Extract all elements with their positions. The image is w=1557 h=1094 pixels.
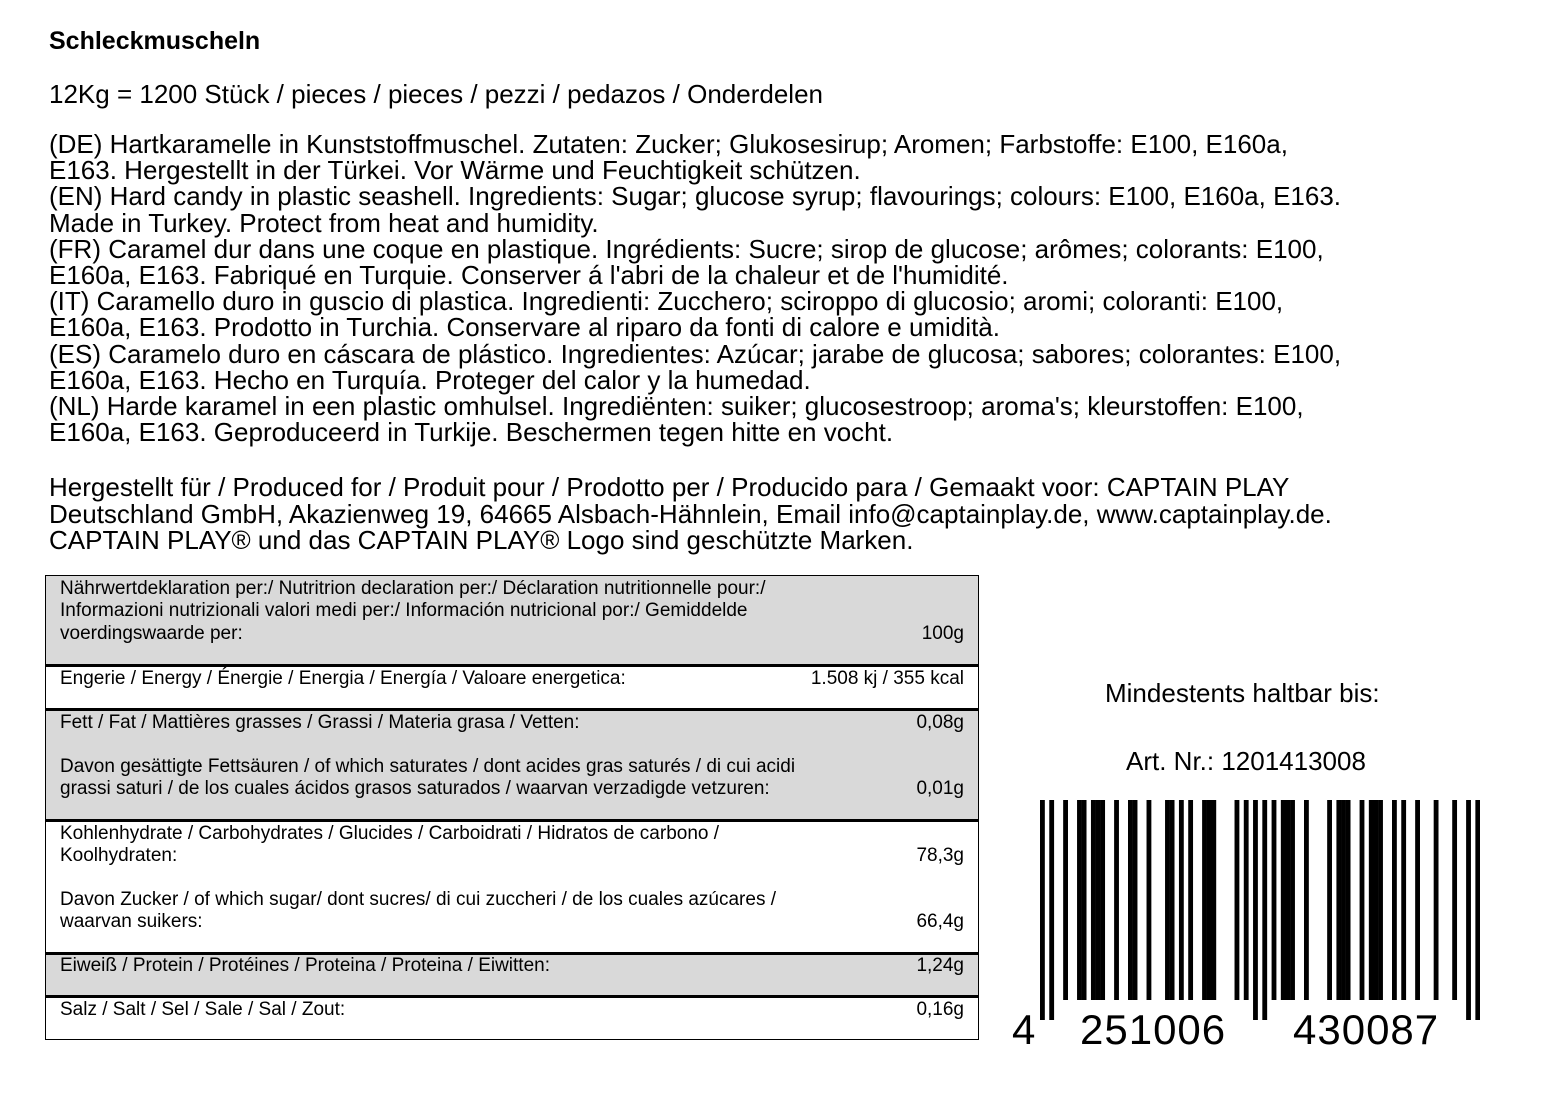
description-line: E160a, E163. Fabriqué en Turquie. Conserver á l'abri de la chaleur et de l'humidité. bbox=[49, 260, 1009, 291]
carbs-row bbox=[46, 822, 978, 952]
barcode-bar bbox=[1040, 800, 1045, 1020]
barcode-bar bbox=[1165, 800, 1170, 1000]
barcode-bar bbox=[1244, 800, 1249, 1000]
barcode-first-digit: 4 bbox=[1012, 1006, 1036, 1053]
barcode-bar bbox=[1341, 800, 1346, 1000]
description-line: (IT) Caramello duro in guscio di plastica. Ingredienti: Zucchero; sciroppo di glucosio; aromi; coloranti: E100, bbox=[49, 286, 1284, 317]
barcode-bar bbox=[1434, 800, 1439, 1000]
barcode-bar bbox=[1475, 800, 1480, 1020]
barcode-bar bbox=[1128, 800, 1133, 1000]
barcode-bar bbox=[1114, 800, 1119, 1000]
carbs-value: 78,3g bbox=[916, 845, 964, 866]
barcode-bar bbox=[1207, 800, 1212, 1000]
barcode-bar bbox=[1336, 800, 1341, 1000]
barcode-bar bbox=[1415, 800, 1420, 1000]
barcode-left-digits: 251006 bbox=[1080, 1006, 1227, 1053]
salt-label: Salz / Salt / Sel / Sale / Sal / Zout: bbox=[60, 999, 346, 1020]
quantity-line: 12Kg = 1200 Stück / pieces / pieces / pezzi / pedazos / Onderdelen bbox=[49, 79, 823, 109]
carbs-label: Koolhydraten: bbox=[60, 845, 178, 866]
barcode-bar bbox=[1369, 800, 1374, 1000]
sugar-value: 66,4g bbox=[916, 911, 964, 932]
barcode bbox=[1040, 800, 1480, 1020]
barcode-bar bbox=[1281, 800, 1286, 1000]
best-before-label: Mindestents haltbar bis: bbox=[1105, 678, 1380, 708]
producer-line: CAPTAIN PLAY® und das CAPTAIN PLAY® Logo sind geschützte Marken. bbox=[49, 525, 914, 555]
barcode-bar bbox=[1049, 800, 1054, 1020]
salt-value: 0,16g bbox=[916, 999, 964, 1020]
nutrition-header-line: voerdingswaarde per: bbox=[60, 623, 243, 644]
barcode-right-digits: 430087 bbox=[1293, 1006, 1440, 1053]
barcode-bar bbox=[1147, 800, 1152, 1000]
barcode-bar bbox=[1082, 800, 1087, 1000]
nutrition-header-row bbox=[46, 576, 978, 664]
product-title: Schleckmuscheln bbox=[49, 27, 261, 55]
description-line: E163. Hergestellt in der Türkei. Vor Wärme und Feuchtigkeit schützen. bbox=[49, 155, 861, 186]
barcode-bar bbox=[1304, 800, 1309, 1000]
barcode-bar bbox=[1272, 800, 1277, 1000]
description-line: Made in Turkey. Protect from heat and humidity. bbox=[49, 207, 599, 238]
barcode-bar bbox=[1133, 800, 1138, 1000]
barcode-bar bbox=[1327, 800, 1332, 1000]
barcode-bar bbox=[1179, 800, 1184, 1000]
description-block bbox=[49, 129, 1539, 448]
description-line: E160a, E163. Hecho en Turquía. Proteger del calor y la humedad. bbox=[49, 364, 811, 395]
fat-value: 0,08g bbox=[916, 712, 964, 733]
barcode-bar bbox=[1290, 800, 1295, 1000]
description-line: E160a, E163. Geproduceerd in Turkije. Beschermen tegen hitte en vocht. bbox=[49, 417, 894, 448]
barcode-bar bbox=[1077, 800, 1082, 1000]
barcode-bar bbox=[1202, 800, 1207, 1000]
energy-row bbox=[46, 667, 978, 709]
barcode-bar bbox=[1100, 800, 1105, 1000]
nutrition-header-value: 100g bbox=[921, 623, 964, 644]
producer-line: Deutschland GmbH, Akazienweg 19, 64665 Alsbach-Hähnlein, Email info@captainplay.de, www.captainplay.de. bbox=[49, 498, 1332, 529]
producer-line: Hergestellt für / Produced for / Produit pour / Prodotto per / Producido para / Gemaakt voor: CAPTAIN PLAY bbox=[49, 472, 1290, 502]
barcode-bar bbox=[1392, 800, 1397, 1000]
barcode-bar bbox=[1285, 800, 1290, 1000]
barcode-bar bbox=[1373, 800, 1378, 1000]
barcode-bar bbox=[1235, 800, 1240, 1000]
barcode-bar bbox=[1346, 800, 1351, 1000]
barcode-bar bbox=[1096, 800, 1101, 1000]
nutrition-header-line: Informazioni nutrizionali valori medi per:/ Información nutricional por:/ Gemiddelde bbox=[60, 600, 748, 621]
barcode-bar bbox=[1063, 800, 1068, 1000]
barcode-bar bbox=[1091, 800, 1096, 1000]
salt-row bbox=[46, 998, 978, 1038]
nutrition-header-line: Nährwertdeklaration per:/ Nutritrion declaration per:/ Déclaration nutritionnelle pour:/ bbox=[60, 578, 766, 599]
fat-row bbox=[46, 711, 978, 819]
saturates-label: grassi saturi / de los cuales ácidos grasos saturados / waarvan verzadigde vetzuren: bbox=[60, 778, 770, 799]
protein-value: 1,24g bbox=[916, 955, 964, 976]
barcode-bar bbox=[1360, 800, 1365, 1000]
producer-block bbox=[49, 474, 1332, 554]
barcode-bar bbox=[1466, 800, 1471, 1020]
description-line: (ES) Caramelo duro en cáscara de plástico. Ingredientes: Azúcar; jarabe de glucosa; sabores; colorantes: E100, bbox=[49, 338, 1342, 369]
description-line: (EN) Hard candy in plastic seashell. Ingredients: Sugar; glucose syrup; flavourings; colours: E100, E160a, E163. bbox=[49, 181, 1342, 212]
description-line: (FR) Caramel dur dans une coque en plastique. Ingrédients: Sucre; sirop de glucose; arômes; colorants: E100, bbox=[49, 233, 1324, 264]
saturates-value: 0,01g bbox=[916, 778, 964, 799]
fat-label: Fett / Fat / Mattières grasses / Grassi / Materia grasa / Vetten: bbox=[60, 712, 580, 733]
barcode-bar bbox=[1253, 800, 1258, 1020]
sugar-label: waarvan suikers: bbox=[60, 911, 203, 932]
barcode-bar bbox=[1452, 800, 1457, 1000]
description-line: (DE) Hartkaramelle in Kunststoffmuschel. Zutaten: Zucker; Glukosesirup; Aromen; Farbstoffe: E100, E160a, bbox=[49, 129, 1288, 159]
barcode-bar bbox=[1401, 800, 1406, 1000]
energy-label: Engerie / Energy / Énergie / Energia / Energía / Valoare energetica: bbox=[60, 668, 626, 689]
protein-row bbox=[46, 955, 978, 996]
barcode-bar bbox=[1378, 800, 1383, 1000]
nutrition-table bbox=[45, 575, 979, 1040]
barcode-bar bbox=[1188, 800, 1193, 1000]
barcode-bar bbox=[1211, 800, 1216, 1000]
carbs-label: Kohlenhydrate / Carbohydrates / Glucides / Carboidrati / Hidratos de carbono / bbox=[60, 823, 720, 844]
sugar-label: Davon Zucker / of which sugar/ dont sucres/ di cui zuccheri / de los cuales azúcares / bbox=[60, 889, 776, 910]
saturates-label: Davon gesättigte Fettsäuren / of which saturates / dont acides gras saturés / di cui acidi bbox=[60, 756, 796, 777]
barcode-bar bbox=[1170, 800, 1175, 1000]
barcode-bar bbox=[1262, 800, 1267, 1020]
description-line: (NL) Harde karamel in een plastic omhulsel. Ingrediënten: suiker; glucosestroop; aroma's; kleurstoffen: E100, bbox=[49, 391, 1304, 422]
article-number: Art. Nr.: 1201413008 bbox=[1126, 746, 1366, 776]
protein-label: Eiweiß / Protein / Protéines / Proteina / Proteina / Eiwitten: bbox=[60, 955, 551, 976]
description-line: E160a, E163. Prodotto in Turchia. Conservare al riparo da fonti di calore e umidità. bbox=[49, 312, 1000, 343]
energy-value: 1.508 kj / 355 kcal bbox=[810, 668, 964, 689]
